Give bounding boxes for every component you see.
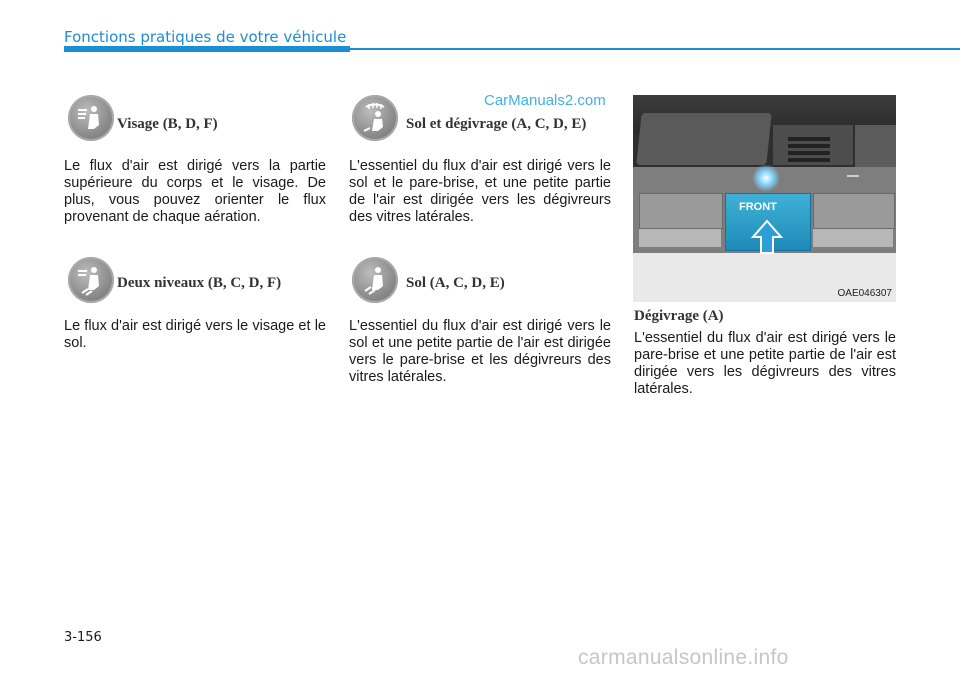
section-title-degivrage: Dégivrage (A) [634,308,724,324]
defrost-button-photo [633,95,896,302]
page-number: 3-156 [64,630,102,645]
floor-vent-icon [352,257,398,303]
section-text-deux-niveaux: Le flux d'air est dirigé vers le visage et le sol. [64,318,326,351]
section-text-visage: Le flux d'air est dirigé vers la partie supérieure du corps et le visage. De plus, vous pouvez orienter le flux provenant de chaque aération. [64,158,326,225]
section-text-sol-degivrage: L'essentiel du flux d'air est dirigé vers le sol et le pare-brise, et une petite partie de l'air est dirigée vers les dégivreurs des vitres latérales. [349,158,611,225]
section-text-sol: L'essentiel du flux d'air est dirigé vers le sol et une petite partie de l'air est dirigée vers le pare-brise et les dégivreurs des vitres latérales. [349,318,611,385]
indicator-light [751,165,781,191]
front-button-label: FRONT [739,201,777,213]
section-title-deux-niveaux: Deux niveaux (B, C, D, F) [117,275,282,291]
header-rule-thick [64,46,350,52]
watermark-top: CarManuals2.com [484,92,606,109]
section-text-degivrage: L'essentiel du flux d'air est dirigé vers le pare-brise et une petite partie de l'air est dirigée vers les dégivreurs des vitres latérales. [634,330,896,397]
arrow-up-icon [751,219,783,255]
watermark-bottom: carmanualsonline.info [578,646,789,669]
floor-defrost-icon [352,95,398,141]
section-title-visage: Visage (B, D, F) [117,116,218,132]
face-vent-icon [68,95,114,141]
bi-level-vent-icon [68,257,114,303]
header-rule-thin [350,48,960,50]
section-title-sol: Sol (A, C, D, E) [406,275,505,291]
photo-caption: OAE046307 [837,288,892,299]
section-title-sol-degivrage: Sol et dégivrage (A, C, D, E) [406,116,587,132]
header-title: Fonctions pratiques de votre véhicule [64,28,347,46]
